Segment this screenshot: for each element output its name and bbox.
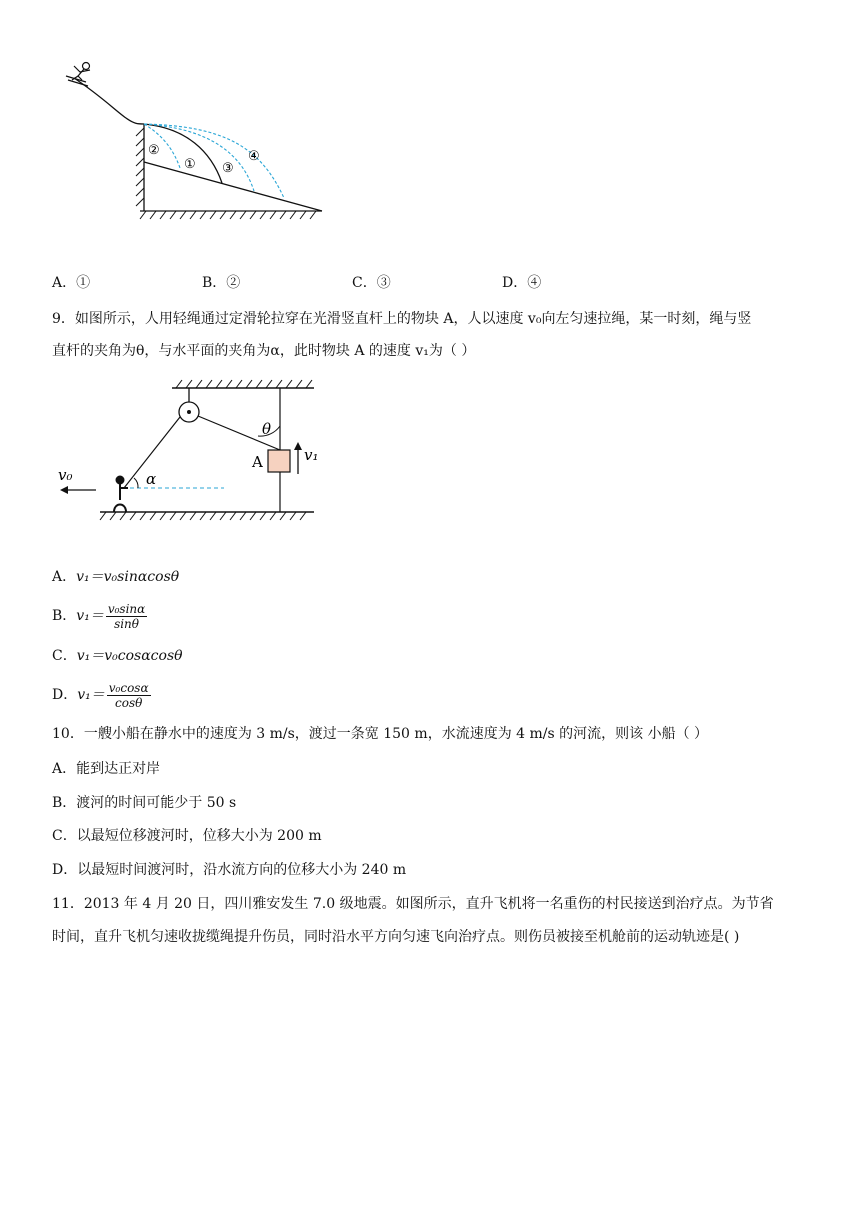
theta-label: θ: [262, 420, 272, 438]
fraction: [106, 602, 147, 631]
q10-option-a[interactable]: A．能到达正对岸: [52, 761, 161, 777]
alpha-label: α: [146, 470, 157, 488]
option-prefix: v₁＝: [76, 608, 104, 624]
option-text: ②: [226, 275, 241, 291]
q8-option-b[interactable]: [202, 273, 240, 293]
q11-stem-line-1: 11．2013 年 4 月 20 日，四川雅安发生 7.0 级地震。如图所示，直升飞机将一名重伤的村民接送到治疗点。为节省: [52, 896, 774, 912]
option-key: C．: [352, 275, 377, 291]
block-a-label: A: [252, 453, 263, 471]
q10-option-c[interactable]: C．以最短位移渡河时，位移大小为 200 m: [52, 828, 322, 844]
ski-slope-figure: [56, 56, 346, 226]
option-text: v₁＝v₀sinαcosθ: [76, 569, 180, 585]
pulley-figure: [52, 374, 322, 524]
q9-option-b[interactable]: [52, 600, 147, 632]
option-key: D．: [502, 275, 528, 291]
option-key: B．: [52, 608, 77, 624]
q11-stem-line-2: 时间，直升飞机匀速收拢缆绳提升伤员，同时沿水平方向匀速飞向治疗点。则伤员被接至机舱前的运动轨迹是( ): [52, 929, 740, 945]
label-1: ①: [184, 157, 196, 172]
trajectory-3: [144, 124, 254, 191]
q8-option-a[interactable]: [52, 273, 90, 293]
q9-option-c[interactable]: [52, 646, 183, 666]
block-a: [268, 450, 290, 472]
option-key: C．: [52, 648, 77, 664]
ground-hatch: [140, 211, 316, 219]
label-4: ④: [248, 149, 260, 164]
q9-stem-line-1: 9．如图所示，人用轻绳通过定滑轮拉穿在光滑竖直杆上的物块 A，人以速度 v₀向左匀速拉绳，某一时刻，绳与竖: [52, 311, 752, 327]
option-key: D．: [52, 687, 78, 703]
fraction-denominator: cosθ: [115, 695, 143, 710]
q9-option-a[interactable]: [52, 567, 179, 587]
ceiling-hatch: [176, 380, 312, 388]
fraction: [107, 681, 151, 710]
label-2: ②: [148, 143, 160, 158]
option-key: A．: [52, 275, 77, 291]
skier-icon: [66, 63, 90, 87]
v1-label: v₁: [304, 446, 319, 464]
ground-hatch: [100, 512, 306, 520]
option-text: ①: [76, 275, 91, 291]
v0-label: v₀: [58, 466, 73, 484]
q9-option-d[interactable]: [52, 679, 151, 711]
q10-stem: 10．一艘小船在静水中的速度为 3 m/s，渡过一条宽 150 m，水流速度为 4 m/s 的河流，则该 小船（ ）: [52, 726, 709, 742]
option-text: ④: [527, 275, 542, 291]
option-key: B．: [202, 275, 227, 291]
option-text: v₁＝v₀cosαcosθ: [76, 648, 183, 664]
q8-option-d[interactable]: [502, 273, 541, 293]
person-icon: [114, 477, 128, 513]
q8-option-c[interactable]: [352, 273, 391, 293]
option-prefix: v₁＝: [77, 687, 105, 703]
fraction-denominator: sinθ: [114, 616, 140, 631]
wall-hatch: [136, 128, 144, 206]
option-key: A．: [52, 569, 77, 585]
q10-option-b[interactable]: B．渡河的时间可能少于 50 s: [52, 795, 237, 811]
trajectory-4: [144, 124, 284, 198]
fraction-numerator: v₀sinα: [107, 601, 146, 616]
option-text: ③: [376, 275, 391, 291]
label-3: ③: [222, 161, 234, 176]
q10-option-d[interactable]: D．以最短时间渡河时，沿水流方向的位移大小为 240 m: [52, 862, 407, 878]
fraction-numerator: v₀cosα: [108, 680, 149, 695]
q9-stem-line-2: 直杆的夹角为θ，与水平面的夹角为α，此时物块 A 的速度 v₁为（ ）: [52, 343, 476, 359]
